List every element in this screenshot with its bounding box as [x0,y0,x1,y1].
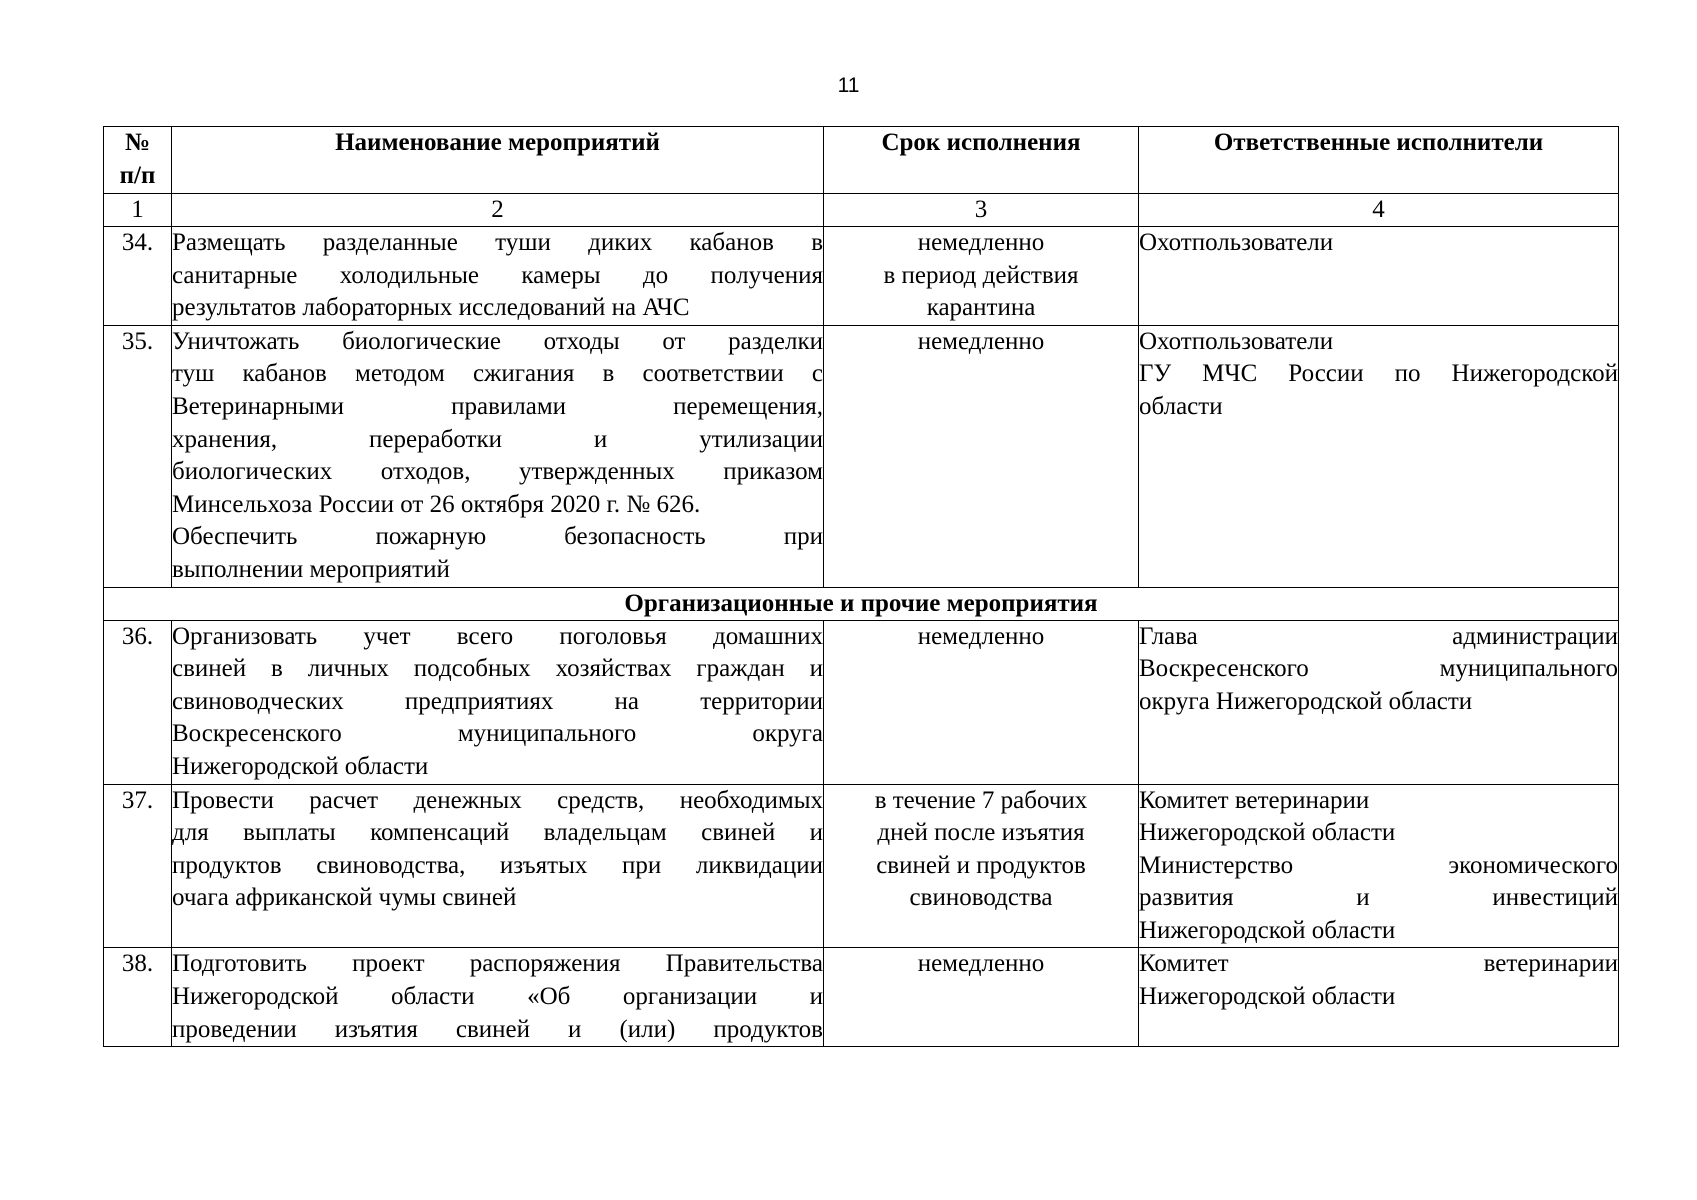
text-line: развития и инвестиций [1139,884,1618,912]
column-number: 2 [172,194,824,227]
text-line: очага африканской чумы свиней [172,884,517,912]
row-number: 36. [104,620,172,784]
row-number: 38. [104,948,172,1047]
text-line: в течение 7 рабочих [874,786,1088,814]
column-numbers-row [104,194,1619,227]
term [824,948,1139,1047]
term [824,325,1139,587]
text-line: Обеспечить пожарную безопасность при [172,523,823,551]
text-line: Ветеринарными правилами перемещения, [172,392,823,420]
header-number-line-1: № [124,129,151,156]
row-number: 34. [104,227,172,326]
measure-name [172,784,824,948]
header-number [104,127,172,194]
table-row [104,784,1619,948]
responsible [1139,784,1619,948]
measure-name [172,620,824,784]
row-number: 37. [104,784,172,948]
table-row [104,948,1619,1047]
responsible [1139,227,1619,326]
section-title: Организационные и прочие мероприятия [104,587,1619,620]
text-line: Нижегородской области [1139,916,1396,944]
column-number: 3 [824,194,1139,227]
text-line: ГУ МЧС России по Нижегородской [1139,360,1618,388]
text-line: Министерство экономического [1139,851,1618,879]
text-line: свиней в личных подсобных хозяйствах граждан и [172,655,823,683]
text-line: результатов лабораторных исследований на АЧС [172,294,690,322]
term [824,784,1139,948]
term [824,620,1139,784]
text-line: свиней и продуктов [876,851,1086,879]
text-line: Нижегородской области [1139,983,1396,1011]
term [824,227,1139,326]
header-name: Наименование мероприятий [172,127,824,194]
text-line: дней после изъятия [877,819,1085,847]
text-line: выполнении мероприятий [172,555,450,583]
text-line: Подготовить проект распоряжения Правительства [172,950,823,978]
column-number: 1 [104,194,172,227]
text-line: области [1139,392,1223,420]
text-line: Провести расчет денежных средств, необходимых [172,786,823,814]
text-line: Нижегородской области «Об организации и [172,983,823,1011]
text-line: проведении изъятия свиней и (или) продуктов [172,1015,823,1043]
text-line: в период действия [883,261,1079,289]
text-line: Уничтожать биологические отходы от разделки [172,327,823,355]
text-line: Минсельхоза России от 26 октября 2020 г. № 626. [172,490,701,518]
text-line: биологических отходов, утвержденных приказом [172,458,823,486]
measure-name [172,325,824,587]
text-line: Комитет ветеринарии [1139,786,1370,814]
responsible [1139,620,1619,784]
text-line: немедленно [917,622,1045,650]
text-line: продуктов свиноводства, изъятых при ликвидации [172,851,823,879]
text-line: туш кабанов методом сжигания в соответствии с [172,360,823,388]
text-line: свиноводческих предприятиях на территории [172,687,823,715]
responsible [1139,325,1619,587]
text-line: Комитет ветеринарии [1139,950,1618,978]
text-line: Воскресенского муниципального [1139,655,1618,683]
measure-name [172,948,824,1047]
text-line: Воскресенского муниципального округа [172,720,823,748]
text-line: округа Нижегородской области [1139,687,1473,715]
table-row [104,325,1619,587]
text-line: Размещать разделанные туши диких кабанов в [172,229,823,256]
text-line: Нижегородской области [172,752,429,780]
text-line: хранения, переработки и утилизации [172,425,823,453]
header-number-line-2: п/п [119,161,156,189]
text-line: Глава администрации [1139,622,1618,650]
text-line: Организовать учет всего поголовья домашних [172,622,823,650]
row-number: 35. [104,325,172,587]
header-responsible: Ответственные исполнители [1139,127,1619,194]
page-number: 11 [837,74,860,97]
text-line: немедленно [917,229,1045,256]
text-line: для выплаты компенсаций владельцам свиней и [172,819,823,847]
measure-name [172,227,824,326]
text-line: немедленно [917,950,1045,978]
column-number: 4 [1139,194,1619,227]
text-line: Нижегородской области [1139,819,1396,847]
text-line: свиноводства [909,884,1053,912]
text-line: санитарные холодильные камеры до получения [172,261,823,289]
text-line: Охотпользователи [1139,229,1334,256]
header-term: Срок исполнения [824,127,1139,194]
table-row [104,227,1619,326]
text-line: карантина [926,294,1036,322]
table-header-row [104,127,1619,194]
text-line: немедленно [917,327,1045,355]
measures-table [103,126,1619,1047]
section-row [104,587,1619,620]
text-line: Охотпользователи [1139,327,1334,355]
responsible [1139,948,1619,1047]
table-row [104,620,1619,784]
